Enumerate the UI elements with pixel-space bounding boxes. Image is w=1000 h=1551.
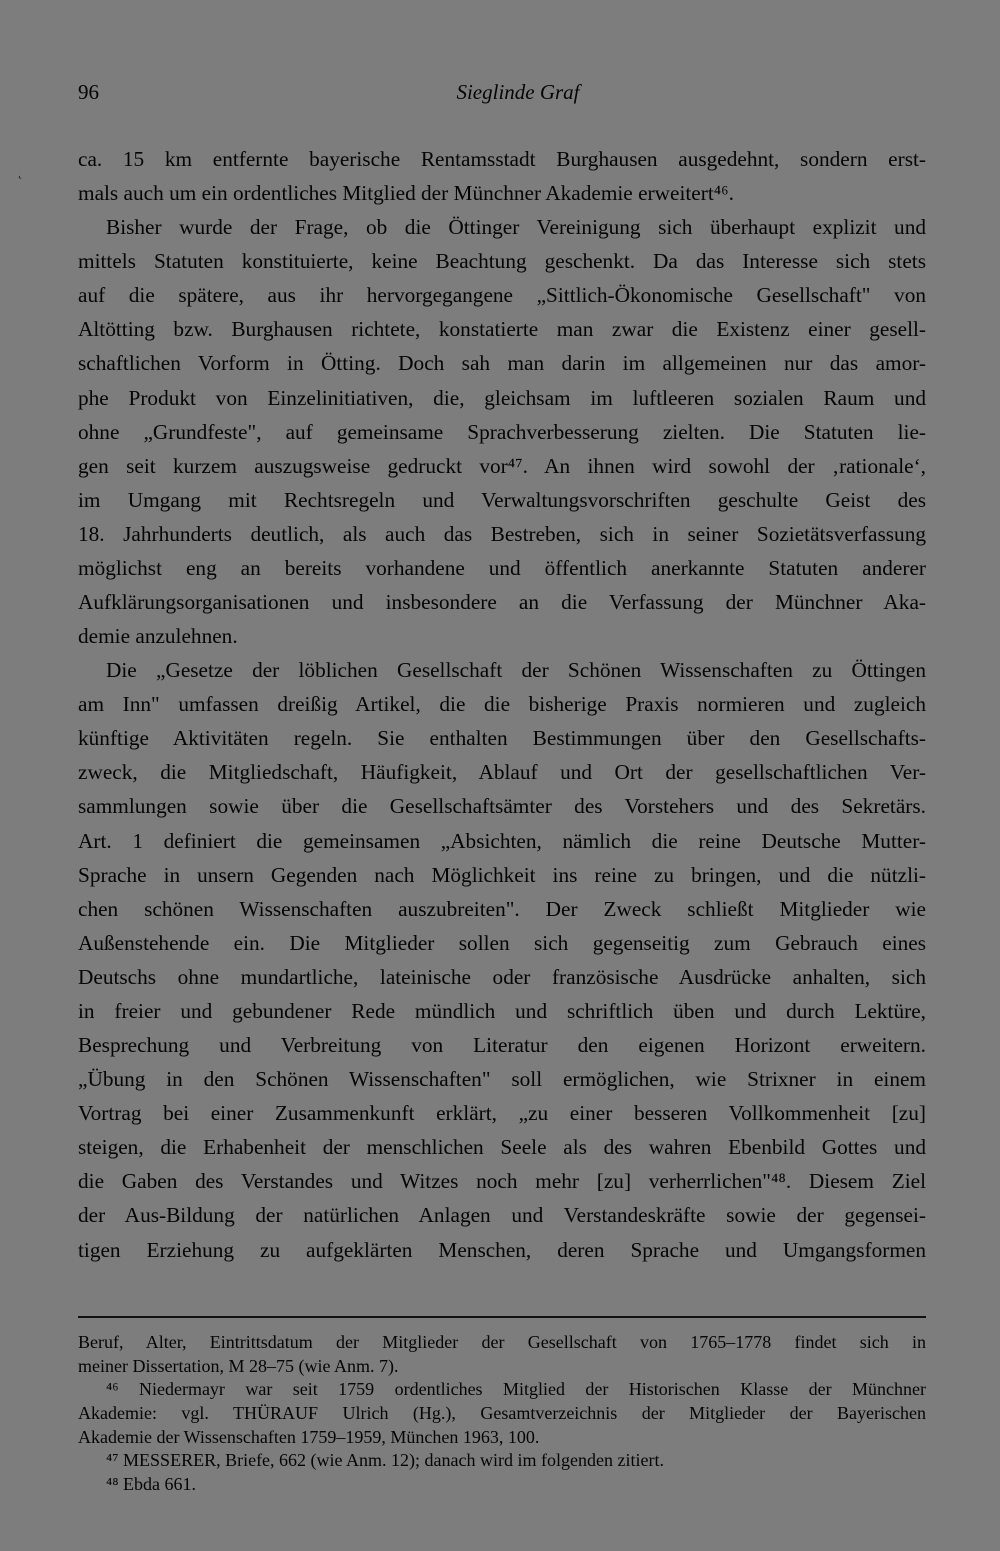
page-number: 96: [78, 80, 99, 104]
body-line: zweck, die Mitgliedschaft, Häufigkeit, Ablauf und Ort der gesellschaftlichen Ver-: [78, 760, 926, 785]
body-line: „Übung in den Schönen Wissenschaften" soll ermöglichen, wie Strixner in einem: [78, 1067, 926, 1092]
footnote-divider: [78, 1316, 926, 1318]
body-line: am Inn" umfassen dreißig Artikel, die die bisherige Praxis normieren und zugleich: [78, 692, 926, 717]
body-line: phe Produkt von Einzelinitiativen, die, gleichsam im luftleeren sozialen Raum und: [78, 385, 926, 410]
footnote-line: Akademie der Wissenschaften 1759–1959, München 1963, 100.: [78, 1426, 540, 1447]
body-line: der Aus-Bildung der natürlichen Anlagen und Verstandeskräfte sowie der gegensei-: [78, 1203, 926, 1228]
page-header: [78, 80, 928, 112]
body-line: ohne „Grundfeste", auf gemeinsame Sprachverbesserung zielten. Die Statuten lie-: [78, 419, 926, 444]
body-line: ca. 15 km entfernte bayerische Rentamsstadt Burghausen ausgedehnt, sondern erst-: [78, 147, 926, 171]
body-line: schaftlichen Vorform in Ötting. Doch sah man darin im allgemeinen nur das amor-: [78, 351, 926, 376]
body-line: im Umgang mit Rechtsregeln und Verwaltungsvorschriften geschulte Geist des: [78, 487, 926, 512]
body-text: [78, 142, 926, 1267]
body-line: künftige Aktivitäten regeln. Sie enthalten Bestimmungen über den Gesellschafts-: [78, 726, 926, 751]
body-line: auf die spätere, aus ihr hervorgegangene „Sittlich-Ökonomische Gesellschaft" von: [78, 283, 926, 308]
body-line: sammlungen sowie über die Gesellschaftsämter des Vorstehers und des Sekretärs.: [78, 794, 926, 819]
footnote-line: Akademie: vgl. THÜRAUF Ulrich (Hg.), Gesamtverzeichnis der Mitglieder der Bayerischen: [78, 1403, 926, 1424]
running-head: Sieglinde Graf: [456, 80, 580, 104]
body-line: Vortrag bei einer Zusammenkunft erklärt, „zu einer besseren Vollkommenheit [zu]: [78, 1101, 926, 1126]
body-line: steigen, die Erhabenheit der menschlichen Seele als des wahren Ebenbild Gottes und: [78, 1135, 926, 1160]
body-line: mittels Statuten konstituierte, keine Beachtung geschenkt. Da das Interesse sich stets: [78, 249, 926, 274]
body-line: Bisher wurde der Frage, ob die Öttinger Vereinigung sich überhaupt explizit und: [106, 215, 926, 240]
body-line: demie anzulehnen.: [78, 624, 238, 649]
body-line: Art. 1 definiert die gemeinsamen „Absichten, nämlich die reine Deutsche Mutter-: [78, 828, 926, 853]
body-line: mals auch um ein ordentliches Mitglied der Münchner Akademie erweitert⁴⁶.: [78, 181, 734, 206]
body-line: 18. Jahrhunderts deutlich, als auch das Bestreben, sich in seiner Sozietätsverfassung: [78, 521, 926, 546]
body-line: die Gaben des Verstandes und Witzes noch mehr [zu] verherrlichen"⁴⁸. Diesem Ziel: [78, 1169, 926, 1194]
footnote-line: meiner Dissertation, M 28–75 (wie Anm. 7).: [78, 1355, 399, 1376]
body-line: Die „Gesetze der löblichen Gesellschaft der Schönen Wissenschaften zu Öttingen: [106, 658, 926, 683]
body-line: Sprache in unsern Gegenden nach Möglichkeit ins reine zu bringen, und die nützli-: [78, 862, 926, 887]
footnote-line: ⁴⁷ MESSERER, Briefe, 662 (wie Anm. 12); danach wird im folgenden zitiert.: [106, 1450, 664, 1471]
body-line: gen seit kurzem auszugsweise gedruckt vor⁴⁷. An ihnen wird sowohl der ‚rationale‘,: [78, 453, 926, 478]
body-line: Besprechung und Verbreitung von Literatur den eigenen Horizont erweitern.: [78, 1033, 926, 1058]
body-line: möglichst eng an bereits vorhandene und öffentlich anerkannte Statuten anderer: [78, 555, 926, 580]
body-line: Altötting bzw. Burghausen richtete, konstatierte man zwar die Existenz einer gesell-: [78, 317, 926, 342]
footnote-line: ⁴⁶ Niedermayr war seit 1759 ordentliches Mitglied der Historischen Klasse der Münchner: [106, 1379, 926, 1400]
footnotes: [78, 1331, 926, 1497]
scan-mark: ˛: [18, 165, 23, 180]
body-line: chen schönen Wissenschaften auszubreiten". Der Zweck schließt Mitglieder wie: [78, 896, 926, 921]
body-line: Außenstehende ein. Die Mitglieder sollen sich gegenseitig zum Gebrauch eines: [78, 930, 926, 955]
footnote-line: ⁴⁸ Ebda 661.: [106, 1474, 197, 1495]
footnote-line: Beruf, Alter, Eintrittsdatum der Mitglieder der Gesellschaft von 1765–1778 findet sich in: [78, 1332, 926, 1352]
body-line: Aufklärungsorganisationen und insbesondere an die Verfassung der Münchner Aka-: [78, 590, 926, 615]
body-line: Deutschs ohne mundartliche, lateinische oder französische Ausdrücke anhalten, sich: [78, 964, 926, 989]
body-line: tigen Erziehung zu aufgeklärten Menschen, deren Sprache und Umgangsformen: [78, 1237, 926, 1262]
body-line: in freier und gebundener Rede mündlich und schriftlich üben und durch Lektüre,: [78, 998, 926, 1023]
